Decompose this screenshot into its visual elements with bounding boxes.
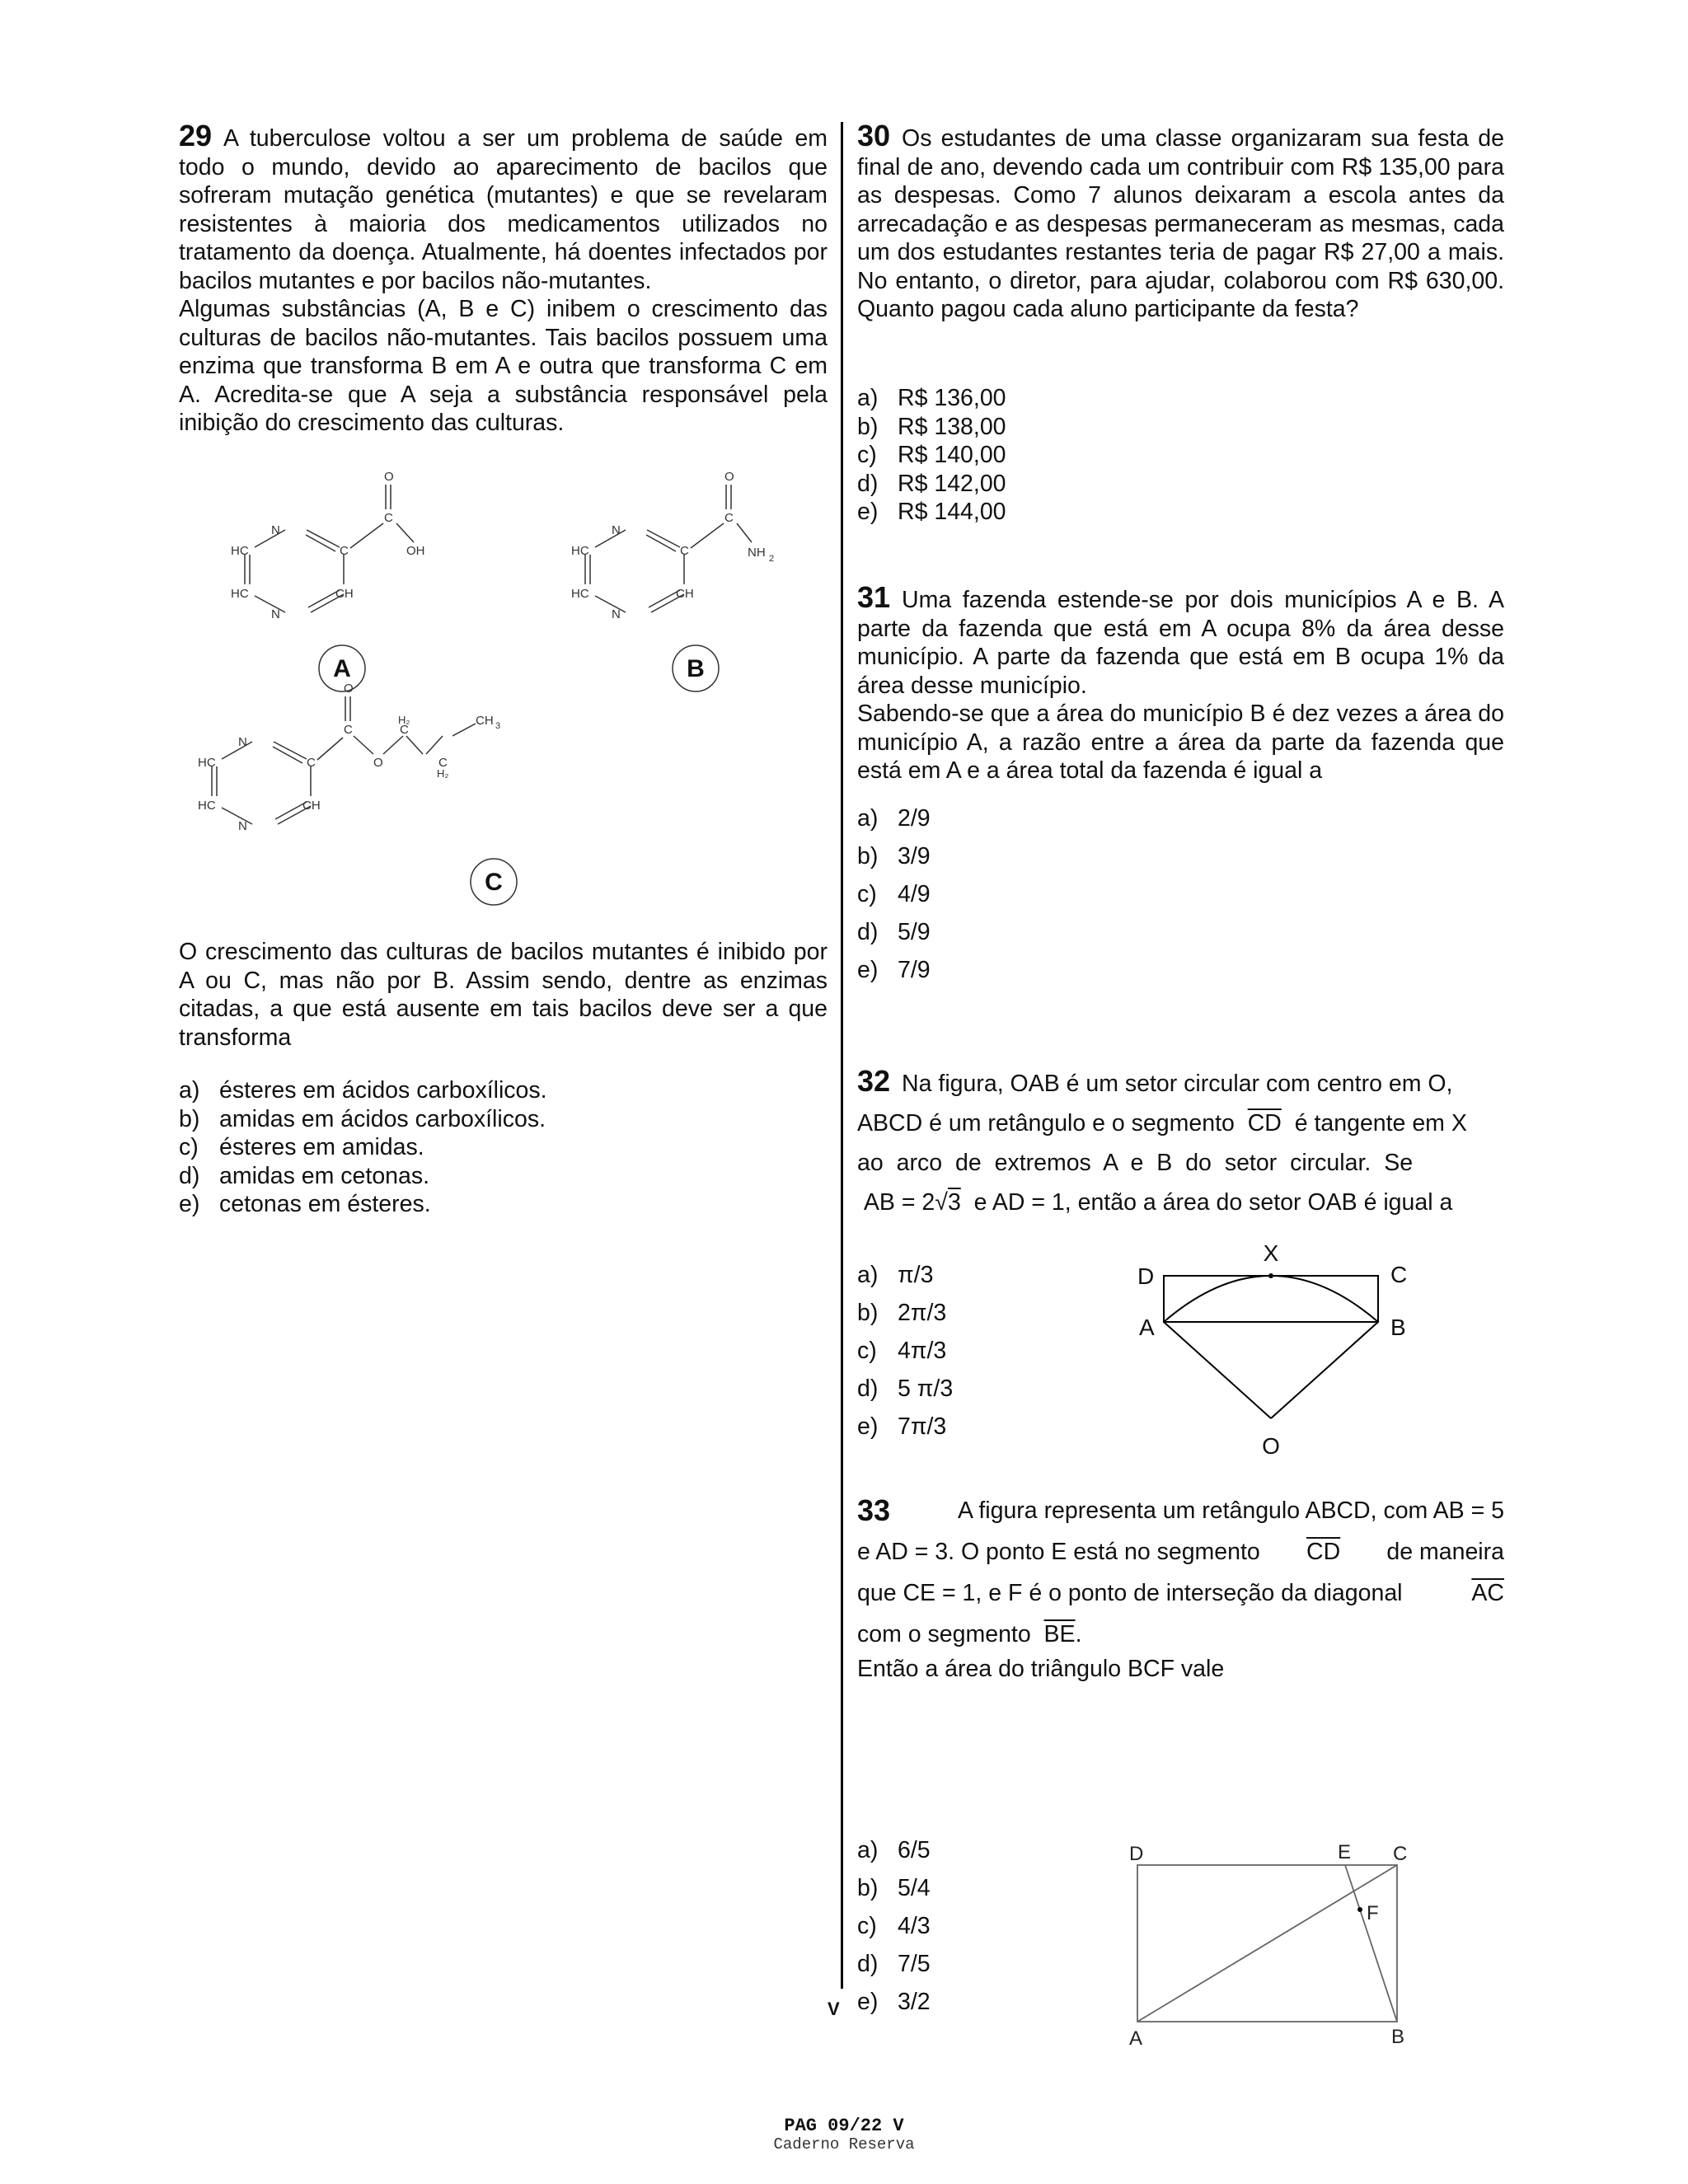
atom-c: C	[680, 544, 689, 558]
question-number: 33	[857, 1493, 891, 1527]
atom-o: O	[344, 682, 354, 696]
q30-text: 30 Os estudantes de uma classe organizaram sua festa de final de ano, devendo cada um contribuir com R$ 135,00 para as despesas. Como 7 alunos deixaram a escola antes da arrecadação e as despesas permaneceram as mesmas, cada um dos estudantes restantes teria de pagar R$ 27,00 a mais. No entanto, o diretor, para ajudar, colaborou com R$ 630,00. Quanto pagou cada aluno participante da festa?	[857, 119, 1504, 322]
question-number: 29	[179, 119, 213, 152]
subscript-2: 2	[769, 554, 775, 564]
atom-o: O	[384, 470, 394, 484]
option-e[interactable]: e) cetonas em ésteres.	[179, 1191, 431, 1217]
atom-n: N	[238, 819, 247, 833]
q33-line-4: com o segmento $\overline{BE}$.	[857, 1621, 1082, 1647]
q32-line-3: ao arco de extremos A e B do setor circular. Se	[857, 1150, 1414, 1176]
option-b[interactable]: b) 5/4	[857, 1875, 931, 1901]
q33-options	[857, 1831, 931, 2021]
atom-c: C	[307, 756, 316, 770]
option-e[interactable]: e) R$ 144,00	[857, 499, 1006, 525]
q29-paragraph-2: Algumas substâncias (A, B e C) inibem o crescimento das culturas de bacilos não-mutantes. Tais bacilos possuem uma enzima que transforma B em A e outra que transforma C em A. Acredita-se que A seja a substância responsável pela inibição do crescimento das culturas.	[179, 296, 828, 436]
q29-paragraph-3: O crescimento das culturas de bacilos mutantes é inibido por A ou C, mas não por B. Assim sendo, dentre as enzimas citadas, a que está ausente em tais bacilos deve ser a que transforma	[179, 939, 828, 1051]
question-number: 30	[857, 119, 891, 152]
option-a[interactable]: a) ésteres em ácidos carboxílicos.	[179, 1077, 547, 1104]
segment-be: $\overline{BE}$	[1043, 1621, 1076, 1647]
sector-figure	[1104, 1226, 1434, 1459]
atom-o: O	[724, 470, 734, 484]
subscript-3: 3	[495, 721, 501, 731]
atom-n: N	[238, 735, 247, 749]
atom-n: N	[612, 523, 621, 537]
column-divider	[841, 122, 843, 1989]
option-b[interactable]: b) amidas em ácidos carboxílicos.	[179, 1105, 546, 1132]
option-b[interactable]: b) 3/9	[857, 842, 931, 869]
atom-ch3: CH	[476, 714, 494, 728]
option-e[interactable]: e) 3/2	[857, 1989, 931, 2015]
question-number: 32	[857, 1064, 891, 1098]
label-b: B	[1391, 2026, 1405, 2048]
option-b[interactable]: b) R$ 138,00	[857, 413, 1006, 440]
atom-c: C	[400, 723, 409, 737]
label-a: A	[1139, 1315, 1155, 1340]
label-x: X	[1263, 1240, 1279, 1266]
segment-cd: $\overline{CD}$	[1306, 1539, 1341, 1565]
q33-line-1: 33 A figura representa um retângulo ABCD, com AB = 5	[857, 1490, 1504, 1531]
atom-o: O	[373, 756, 383, 770]
q29-intro: 29 A tuberculose voltou a ser um problema de saúde em todo o mundo, devido ao aparecimento de bacilos que sofreram mutação genética (mutantes) e que se revelaram resistentes à maioria dos medicamentos utilizados no tratamento da doença. Atualmente, há doentes infectados por bacilos mutantes e por bacilos não-mutantes.	[179, 119, 828, 294]
label-b: B	[1390, 1315, 1406, 1340]
atom-c: C	[344, 723, 353, 737]
chemical-structures-figure	[179, 456, 828, 917]
atom-n: N	[612, 607, 621, 621]
label-c: C	[1393, 1843, 1408, 1865]
option-e[interactable]: e) 7π/3	[857, 1413, 947, 1440]
atom-c: C	[384, 511, 393, 525]
q32-line-4: AB = 2√3 e AD = 1, então a área do setor OAB é igual a	[863, 1189, 1453, 1216]
atom-ch: CH	[335, 587, 354, 601]
atom-c: C	[438, 756, 448, 770]
q31-options	[857, 799, 931, 989]
structure-label-a: A	[333, 655, 351, 682]
rectangle-figure	[1088, 1840, 1418, 2055]
q32-options	[857, 1256, 953, 1446]
option-d[interactable]: d) 5/9	[857, 918, 931, 945]
question-32	[857, 1062, 1504, 1459]
option-e[interactable]: e) 7/9	[857, 956, 931, 983]
q32-line-2: ABCD é um retângulo e o segmento $\overline{CD}$ é tangente em X	[857, 1110, 1467, 1137]
q32-line-1: 32 Na figura, OAB é um setor circular com centro em O,	[857, 1064, 1453, 1098]
option-c[interactable]: c) 4/3	[857, 1913, 931, 1939]
option-a[interactable]: a) 6/5	[857, 1837, 931, 1863]
sqrt-symbol: √	[935, 1189, 948, 1216]
question-31	[857, 580, 1504, 983]
option-b[interactable]: b) 2π/3	[857, 1300, 947, 1326]
label-c: C	[1390, 1262, 1408, 1287]
question-33	[857, 1490, 1504, 2050]
atom-hc: HC	[231, 587, 249, 601]
option-c[interactable]: c) R$ 140,00	[857, 442, 1006, 468]
atom-oh: OH	[406, 544, 425, 558]
option-d[interactable]: d) 7/5	[857, 1951, 931, 1977]
option-d[interactable]: d) amidas em cetonas.	[179, 1162, 430, 1189]
q29-options	[179, 1076, 547, 1219]
label-e: E	[1338, 1841, 1352, 1863]
label-f: F	[1367, 1902, 1379, 1924]
label-d: D	[1129, 1843, 1144, 1865]
option-c[interactable]: c) ésteres em amidas.	[179, 1134, 424, 1160]
question-30	[857, 119, 1504, 525]
q33-line-2: e AD = 3. O ponto E está no segmento $\overline{CD}$ de maneira	[857, 1531, 1504, 1572]
question-29	[179, 119, 828, 1217]
option-c[interactable]: c) 4/9	[857, 880, 931, 907]
label-a: A	[1129, 2027, 1143, 2050]
q31-text-2: Sabendo-se que a área do município B é dez vezes a área do município A, a razão entre a área da parte da fazenda que está em A e a área total da fazenda é igual a	[857, 701, 1504, 784]
label-d: D	[1137, 1263, 1155, 1289]
q30-options	[857, 384, 1006, 527]
option-d[interactable]: d) R$ 142,00	[857, 470, 1006, 497]
segment-cd: $\overline{CD}$	[1247, 1110, 1282, 1137]
q33-line-5: Então a área do triângulo BCF vale	[857, 1656, 1225, 1682]
label-o: O	[1262, 1433, 1280, 1459]
option-c[interactable]: c) 4π/3	[857, 1338, 947, 1364]
atom-hc: HC	[571, 544, 589, 558]
option-d[interactable]: d) 5 π/3	[857, 1376, 954, 1402]
atom-hc: HC	[198, 756, 216, 770]
question-number: 31	[857, 580, 891, 614]
atom-ch: CH	[302, 799, 321, 813]
atom-n: N	[271, 523, 280, 537]
option-a[interactable]: a) R$ 136,00	[857, 385, 1006, 411]
atom-n: N	[271, 607, 280, 621]
atom-h2: H₂	[398, 714, 410, 726]
atom-hc: HC	[571, 587, 589, 601]
option-a[interactable]: a) 2/9	[857, 804, 931, 832]
q33-line-3: que CE = 1, e F é o ponto de interseção da diagonal $\overline{AC}$	[857, 1572, 1504, 1614]
option-a[interactable]: a) π/3	[857, 1262, 934, 1288]
atom-c: C	[340, 544, 349, 558]
structure-label-b: B	[687, 655, 705, 682]
atom-c: C	[724, 511, 734, 525]
atom-h2: H₂	[437, 767, 449, 780]
q31-text: 31 Uma fazenda estende-se por dois municípios A e B. A parte da fazenda que está em A ocupa 8% da área desse município. A parte da fazenda que está em B ocupa 1% da área desse município.	[857, 580, 1504, 699]
page-label: PAG 09/22 V	[784, 2116, 904, 2136]
segment-ac: $\overline{AC}$	[1471, 1580, 1504, 1606]
atom-nh2: NH	[748, 546, 766, 560]
version-mark: V	[828, 1999, 840, 2019]
atom-ch: CH	[676, 587, 694, 601]
booklet-label: Caderno Reserva	[773, 2135, 915, 2154]
structure-label-c: C	[485, 869, 503, 896]
atom-hc: HC	[231, 544, 249, 558]
page-footer	[0, 2116, 1688, 2153]
atom-hc: HC	[198, 799, 216, 813]
